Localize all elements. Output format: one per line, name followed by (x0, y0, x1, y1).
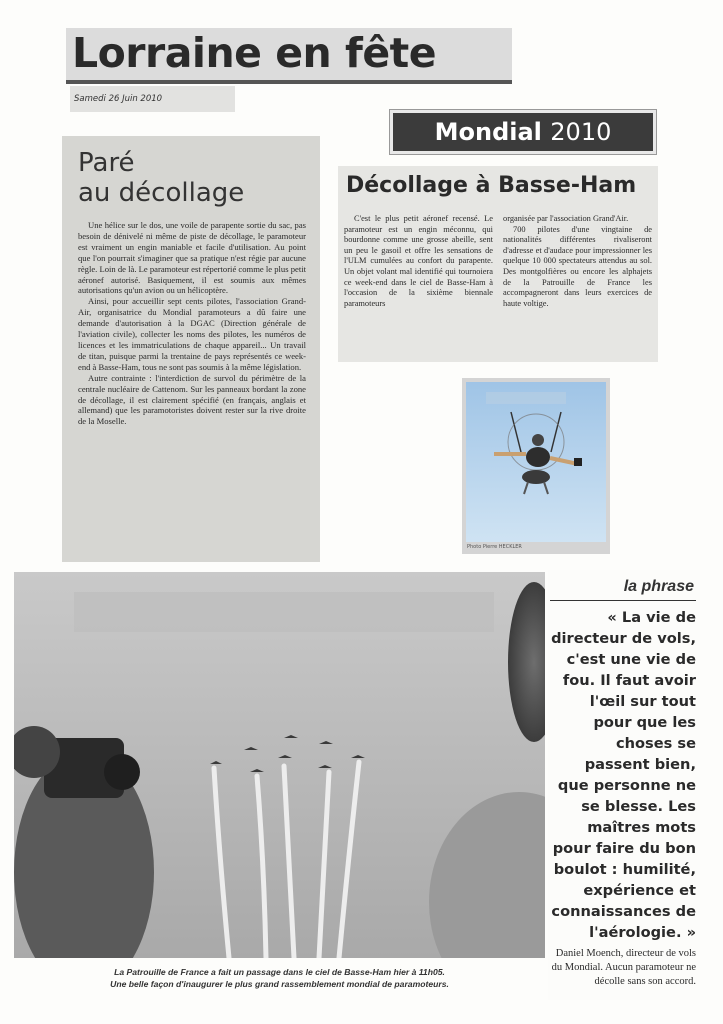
right-column-2 (503, 214, 652, 309)
right-col1-text: C'est le plus petit aéronef recensé. Le paramoteur est un engin méconnu, qui bourdonne comme une grosse abeille, sent un peu le gasoil et offre les sensations de l'ULM cumulées au confort du parapente. Un objet volant mal identifié qui tournoiera ce week-end dans le ciel de Basse-Ham à l'occasion de la sixième biennale paramoteurs (344, 214, 493, 308)
banner-year: 2010 (550, 118, 612, 146)
caption-line-2: Une belle façon d'inaugurer le plus grand rassemblement mondial de paramoteurs. (110, 979, 449, 989)
paraglider-image (466, 382, 606, 542)
photo-credit: Photo Pierre HECKLER (467, 544, 522, 550)
right-column-1 (344, 214, 493, 309)
left-article (62, 136, 320, 562)
left-headline-line1: Paré (78, 148, 135, 178)
patrouille-image (14, 572, 545, 958)
quote-text: « La vie de directeur de vols, c'est une vie de fou. Il faut avoir l'œil sur tout pour que les choses se passent bien, que personne ne se blesse. Les maîtres mots pour faire du bon boulot : humilité, expérience et connaissances de l'aérologie. » (551, 609, 696, 941)
right-article-headline: Décollage à Basse-Ham (346, 173, 637, 198)
patrouille-photo (14, 572, 545, 958)
left-paragraph-2: Ainsi, pour accueillir sept cents pilotes, l'association Grand-Air, organisatrice du Mondial paramoteurs a dû faire une demande d'autorisation à la DGAC (Direction générale de l'aviation civile), collecter les noms des pilotes, les numéros de licences et les immatriculations de chaque appareil... Un travail de titan, puisque parmi la trentaine de pays représentés ce week-end à Basse-Ham, tous ne sont pas soumis à la même législation. (78, 296, 306, 372)
paraglider-photo (462, 378, 610, 554)
left-paragraph-1: Une hélice sur le dos, une voile de parapente sortie du sac, pas besoin de dénivelé ni même de piste de décollage, le paramoteur est vraiment un engin maniable et facile d'utilisation. Au point que l'on pourrait s'imaginer que sa pratique n'est régie par aucune règle. Loin de là. Le paramoteur est répertorié comme le plus petit aéronef autorisé. Basiquement, il est soumis aux mêmes autorisations qu'un avion ou un hélicoptère. (78, 220, 306, 296)
masthead-rule (66, 80, 512, 84)
left-headline-line2: au décollage (78, 178, 245, 208)
quote-attribution: Daniel Moench, directeur de vols du Mondial. Aucun paramoteur ne décolle sans son accord. (551, 948, 696, 987)
left-article-headline (78, 148, 306, 208)
quote-panel (548, 570, 700, 1000)
right-article (338, 166, 658, 362)
masthead (66, 28, 512, 80)
mondial-banner (390, 110, 656, 154)
right-article-columns (344, 214, 652, 309)
photo-caption (14, 966, 545, 990)
left-paragraph-3: Autre contrainte : l'interdiction de survol du périmètre de la centrale nucléaire de Cattenom. Sur les panneaux bordant la zone de décollage, il est clairement spécifié (en français, anglais et allemand) que les paramotoristes doivent rester sur la rive droite de la Moselle. (78, 372, 306, 427)
banner-word: Mondial (434, 118, 542, 146)
dateline: Samedi 26 Juin 2010 (70, 86, 235, 112)
caption-line-1: La Patrouille de France a fait un passage dans le ciel de Basse-Ham hier à 11h05. (114, 967, 445, 977)
right-col2-text-1: organisée par l'association Grand'Air. (503, 214, 629, 223)
right-col2-text-2: 700 pilotes d'une vingtaine de nationalités différentes rivaliseront d'adresse et d'audace pour impressionner les quelque 10 000 spectateurs attendus au sol. Des montgolfières ou encore les alphajets de la Patrouille de France les accompagneront dans leurs exercices de haute voltige. (503, 224, 652, 308)
quote-header: la phrase (550, 574, 696, 601)
masthead-title: Lorraine en fête (72, 29, 437, 77)
photographer-silhouette (14, 726, 154, 958)
